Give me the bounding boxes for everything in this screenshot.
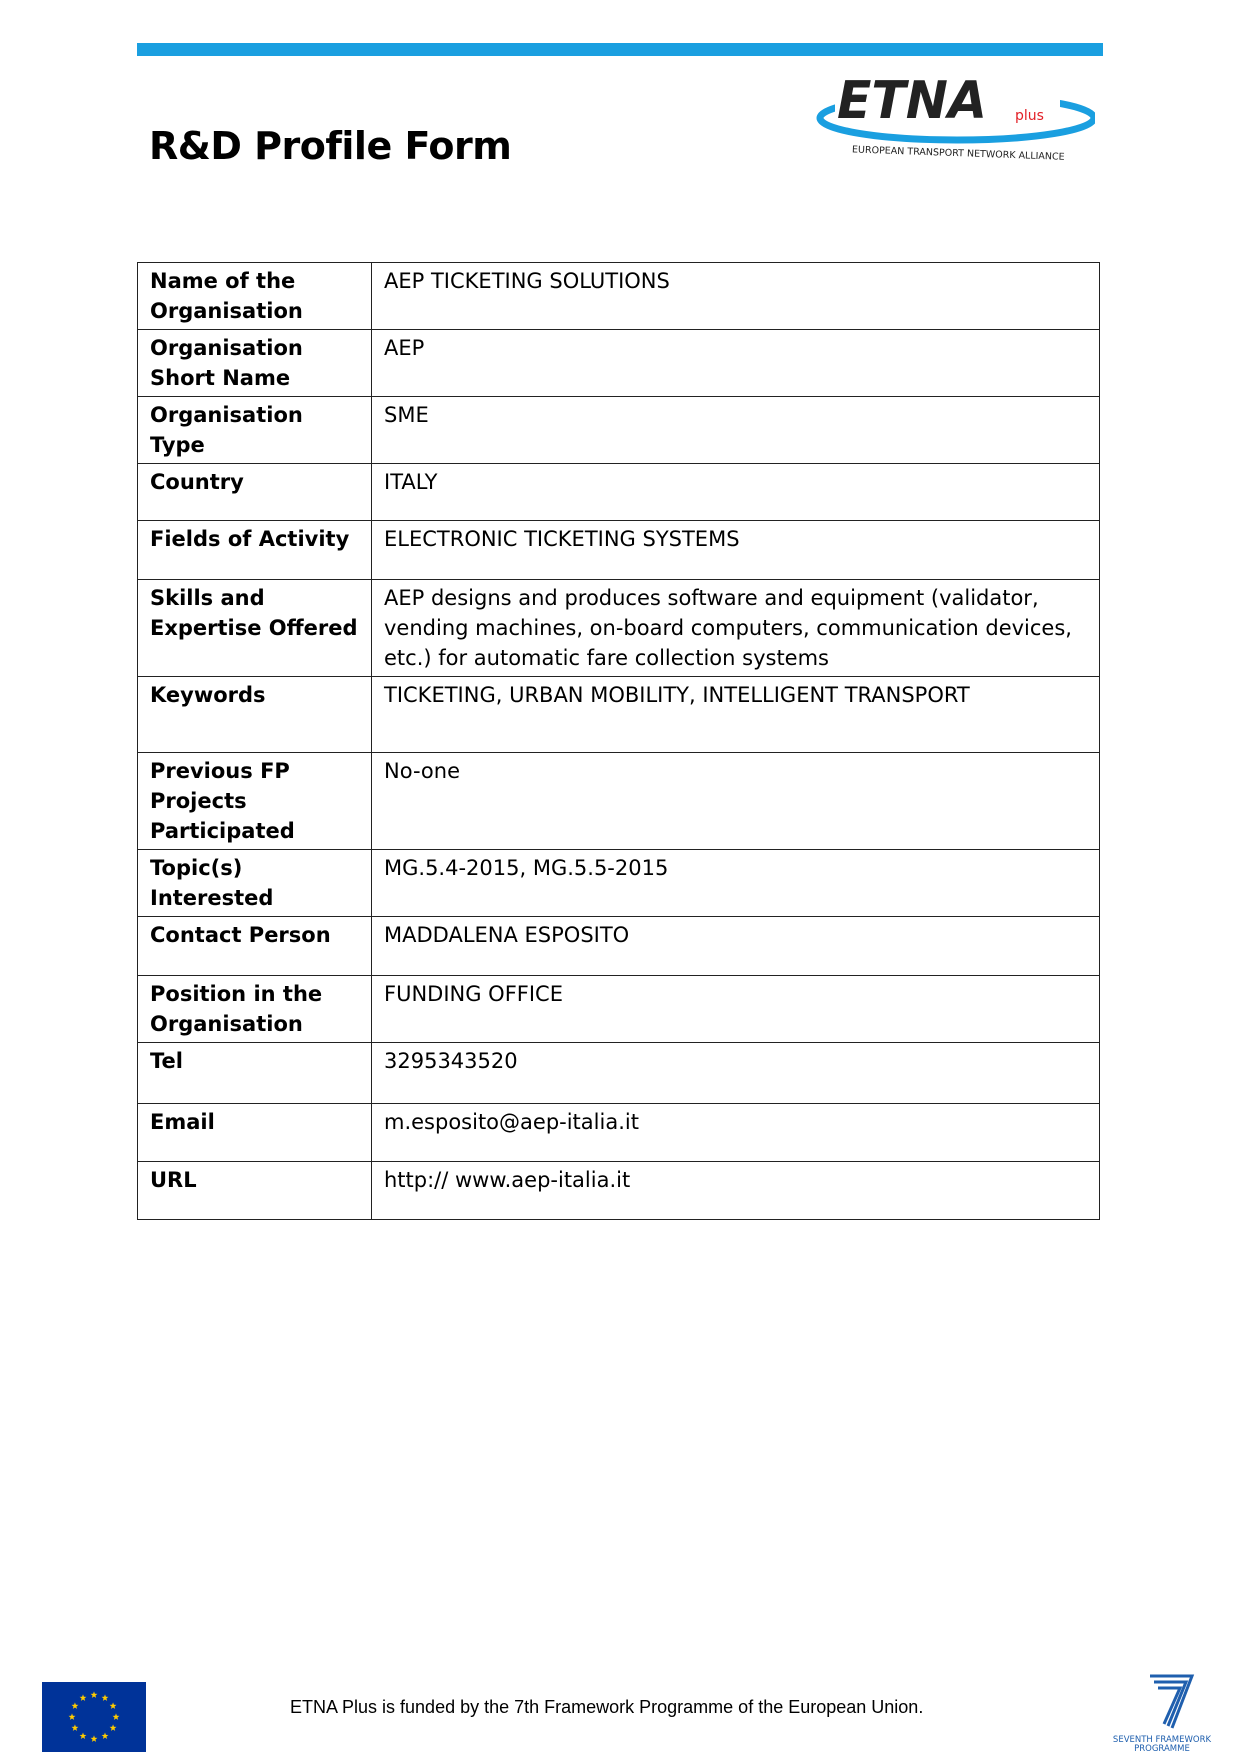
etna-plus-logo (815, 78, 1095, 164)
row-value: TICKETING, URBAN MOBILITY, INTELLIGENT TRANSPORT (372, 677, 1100, 753)
table-row (138, 1104, 1100, 1162)
row-value: http:// www.aep-italia.it (372, 1162, 1100, 1220)
row-label: Country (138, 464, 372, 521)
table-row (138, 330, 1100, 397)
row-value: MADDALENA ESPOSITO (372, 917, 1100, 976)
table-row (138, 397, 1100, 464)
row-value: FUNDING OFFICE (372, 976, 1100, 1043)
table-row (138, 677, 1100, 753)
row-label: Tel (138, 1043, 372, 1104)
logo-tagline: EUROPEAN TRANSPORT NETWORK ALLIANCE (851, 144, 1065, 163)
row-label: Previous FP Projects Participated (138, 753, 372, 850)
row-value: No-one (372, 753, 1100, 850)
page-title: R&D Profile Form (149, 124, 512, 168)
eu-flag-logo (42, 1682, 146, 1752)
row-label: URL (138, 1162, 372, 1220)
row-value: ITALY (372, 464, 1100, 521)
row-label: Skills and Expertise Offered (138, 580, 372, 677)
row-value: AEP TICKETING SOLUTIONS (372, 263, 1100, 330)
table-row (138, 1162, 1100, 1220)
row-label: Position in the Organisation (138, 976, 372, 1043)
table-row (138, 753, 1100, 850)
footer-funding-note: ETNA Plus is funded by the 7th Framework Programme of the European Union. (290, 1697, 924, 1717)
row-value: m.esposito@aep-italia.it (372, 1104, 1100, 1162)
fp7-mark (1150, 1676, 1192, 1728)
table-row (138, 976, 1100, 1043)
row-value: SME (372, 397, 1100, 464)
fp7-text-line2: PROGRAMME (1134, 1744, 1190, 1754)
logo-word: ETNA (837, 78, 987, 131)
table-row (138, 580, 1100, 677)
fp7-text-line1: SEVENTH FRAMEWORK (1112, 1735, 1212, 1745)
row-label: Organisation Type (138, 397, 372, 464)
row-label: Name of the Organisation (138, 263, 372, 330)
row-value: 3295343520 (372, 1043, 1100, 1104)
row-label: Fields of Activity (138, 521, 372, 580)
row-value: AEP (372, 330, 1100, 397)
header-accent-bar (137, 43, 1103, 56)
row-label: Topic(s) Interested (138, 850, 372, 917)
row-value: ELECTRONIC TICKETING SYSTEMS (372, 521, 1100, 580)
row-label: Keywords (138, 677, 372, 753)
profile-table (137, 262, 1100, 1220)
row-label: Contact Person (138, 917, 372, 976)
table-row (138, 917, 1100, 976)
table-row (138, 521, 1100, 580)
row-label: Organisation Short Name (138, 330, 372, 397)
fp7-programme-logo (1112, 1670, 1212, 1754)
row-value: AEP designs and produces software and equipment (validator, vending machines, on-board computers, communication devices, etc.) for automatic fare collection systems (372, 580, 1100, 677)
table-row (138, 464, 1100, 521)
row-value: MG.5.4-2015, MG.5.5-2015 (372, 850, 1100, 917)
table-row (138, 850, 1100, 917)
row-label: Email (138, 1104, 372, 1162)
table-row (138, 263, 1100, 330)
logo-suffix: plus (1015, 108, 1044, 124)
table-row (138, 1043, 1100, 1104)
